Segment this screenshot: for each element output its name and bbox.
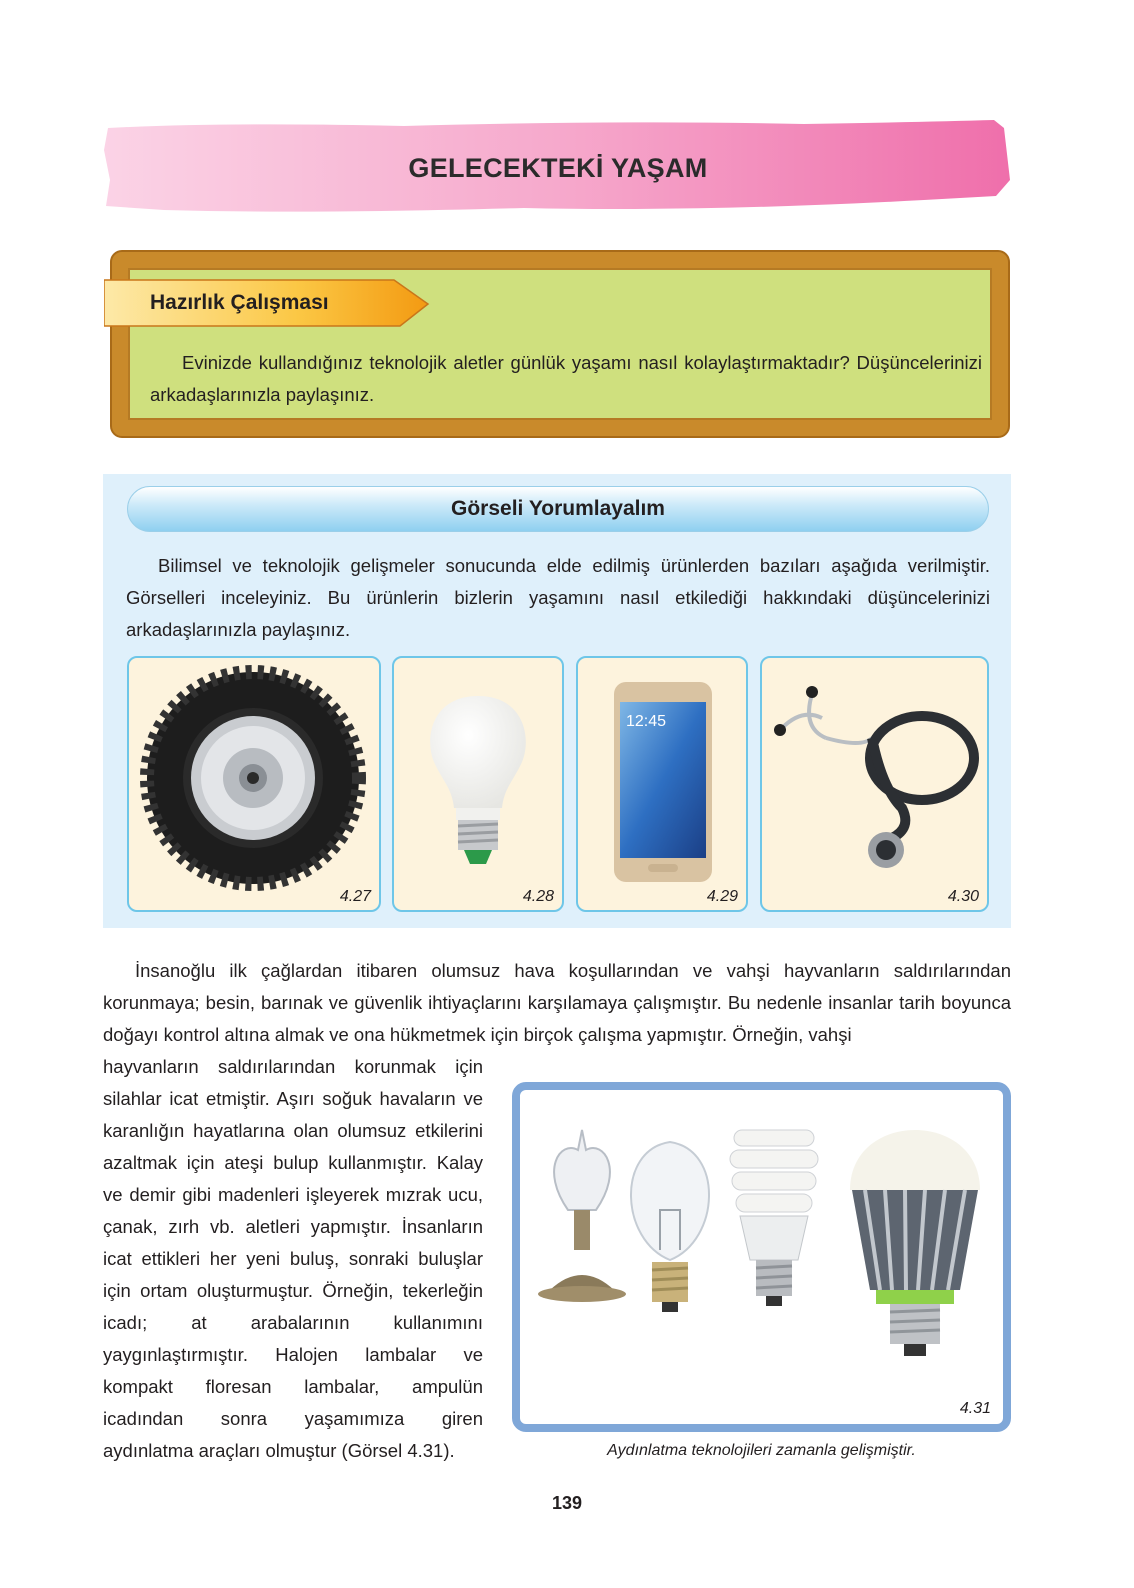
body-paragraph-left <box>103 1051 483 1467</box>
cfl-bulb-icon <box>730 1130 818 1306</box>
visual-section-text <box>126 550 990 646</box>
stethoscope-icon <box>762 658 987 910</box>
incandescent-bulb-icon <box>631 1142 709 1312</box>
photo-caption: Aydınlatma teknolojileri zamanla gelişmiştir. <box>607 1442 916 1459</box>
image-card-wheel <box>127 656 381 912</box>
lighting-photo <box>512 1082 1011 1432</box>
preparation-heading: Hazırlık Çalışması <box>150 291 329 314</box>
preparation-tab <box>104 276 434 330</box>
body-paragraph-left-last: aydınlatma araçları olmuştur (Görsel 4.31). <box>103 1440 455 1461</box>
preparation-text <box>150 347 982 411</box>
visual-section-heading: Görseli Yorumlayalım <box>127 486 989 532</box>
body-paragraph-top <box>103 955 1011 1051</box>
edison-bulb-icon <box>538 1130 626 1302</box>
smartphone-icon <box>578 658 746 910</box>
figure-number: 4.27 <box>339 888 371 905</box>
title-banner <box>104 120 1012 216</box>
image-card-bulb <box>392 656 564 912</box>
light-bulb-icon <box>394 658 562 910</box>
wheel-icon <box>129 658 379 910</box>
figure-number: 4.30 <box>947 888 979 905</box>
visual-section-text-body: Bilimsel ve teknolojik gelişmeler sonucunda elde edilmiş ürünlerden bazıları aşağıda verilmiştir. Görselleri inceleyiniz. Bu ürünlerin bizlerin yaşamını nasıl etkilediği hakkındaki düşüncelerinizi arkadaşlarınızla paylaşınız. <box>126 555 990 640</box>
page-number: 139 <box>551 1493 583 1513</box>
image-card-stethoscope <box>760 656 989 912</box>
page-title: GELECEKTEKİ YAŞAM <box>408 152 708 183</box>
body-paragraph-left-text: hayvanların saldırılarından korunmak için silahlar icat etmiştir. Aşırı soğuk havaların ve karanlığın hayatlarına olan olumsuz etkilerini azaltmak için ateşi bulup kullanmıştır. Kalay ve demir gibi madenleri işleyerek mızrak ucu, çanak, zırh vb. aletleri yapmıştır. İnsanların icat ettikleri her yeni buluş, sonraki buluşlar için ortam oluşturmuştur. Örneğin, tekerleğin icadı; at arabalarının kullanımını yaygınlaştırmıştır. Halojen lambalar ve kompakt floresan lambalar, ampulün icadından sonra yaşamımıza giren <box>103 1056 483 1429</box>
image-card-smartphone <box>576 656 748 912</box>
figure-number: 4.28 <box>522 888 554 905</box>
preparation-text-body: Evinizde kullandığınız teknolojik aletler günlük yaşamı nasıl kolaylaştırmaktadır? Düşüncelerinizi arkadaşlarınızla paylaşınız. <box>150 352 982 405</box>
led-bulb-icon <box>850 1130 980 1356</box>
phone-clock: 12:45 <box>626 713 667 730</box>
figure-number: 4.29 <box>706 888 738 905</box>
figure-number: 4.31 <box>959 1400 991 1417</box>
body-paragraph-top-text: İnsanoğlu ilk çağlardan itibaren olumsuz hava koşullarından ve vahşi hayvanların saldırılarından korunmaya; besin, barınak ve güvenlik ihtiyaçlarını karşılamaya çalışmıştır. Bu nedenle insanlar tarih boyunca doğayı kontrol altına almak ve ona hükmetmek için birçok çalışma yapmıştır. Örneğin, vahşi <box>103 960 1011 1045</box>
